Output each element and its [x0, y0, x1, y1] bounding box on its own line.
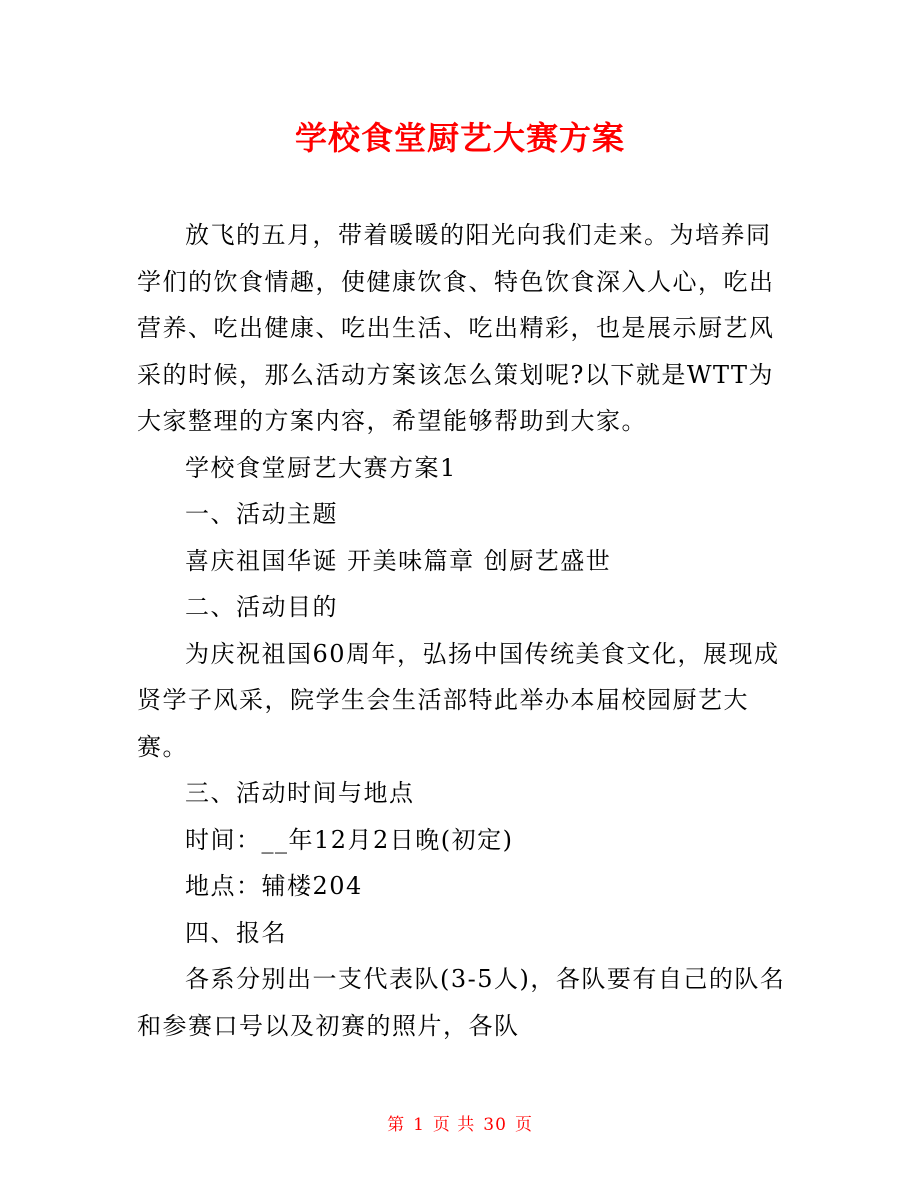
footer-current-page: 1	[413, 1115, 425, 1135]
time-text: 时间：__年12月2日晚(初定)	[185, 825, 514, 854]
plan-heading: 学校食堂厨艺大赛方案1	[185, 453, 457, 482]
place-text: 地点：辅楼204	[185, 872, 363, 900]
intro-paragraph: 放飞的五月，带着暖暖的阳光向我们走来。为培养同学们的饮食情趣，使健康饮食、特色饮食深入人心，吃出营养、吃出健康、吃出生活、吃出精彩，也是展示厨艺风采的时候，那么活动方案该怎么策划呢?以下就是WTT为大家整理的方案内容，希望能够帮助到大家。	[137, 221, 775, 435]
footer-suffix: 页	[514, 1115, 533, 1135]
footer-prefix: 第	[387, 1115, 406, 1135]
section-heading-time-place: 三、活动时间与地点	[185, 779, 415, 807]
registration-text: 各系分别出一支代表队(3-5人)，各队要有自己的队名和参赛口号以及初赛的照片，各队	[137, 965, 786, 1040]
section-heading-theme: 一、活动主题	[185, 500, 338, 528]
page-footer	[0, 1113, 920, 1137]
section-heading-registration: 四、报名	[185, 918, 287, 947]
document-body	[137, 212, 787, 1049]
purpose-text: 为庆祝祖国60周年，弘扬中国传统美食文化，展现成贤学子风采，院学生会生活部特此举办本届校园厨艺大赛。	[137, 639, 780, 761]
footer-middle: 页 共	[432, 1115, 476, 1135]
theme-text: 喜庆祖国华诞 开美味篇章 创厨艺盛世	[185, 546, 612, 575]
footer-total-pages: 30	[483, 1115, 507, 1135]
section-heading-purpose: 二、活动目的	[185, 593, 338, 621]
document-title: 学校食堂厨艺大赛方案	[294, 119, 625, 157]
